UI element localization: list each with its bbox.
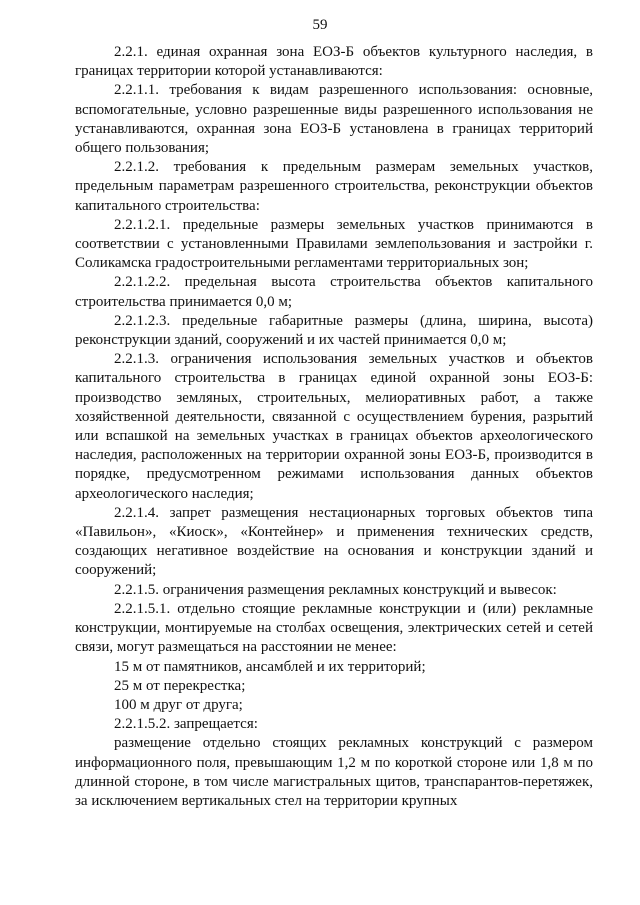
paragraph-prohibition-text: размещение отдельно стоящих рекламных конструкций с размером информационного поля, превышающим 1,2 м по короткой стороне или 1,8 м по длинной стороне, в том числе магистральных щитов, транспарантов-перетяжек, за исключением вертикальных стел на территории крупных [75,735,593,809]
paragraph-2-2-1-5-2: 2.2.1.5.2. запрещается: [114,716,258,733]
document-body [75,43,593,811]
paragraph-2-2-1-2-1: 2.2.1.2.1. предельные размеры земельных участков принимаются в соответствии с установленными Правилами землепользования и застройки г. Соликамска градостроительными регламентами территориальных зон; [75,216,593,272]
paragraph-2-2-1-1: 2.2.1.1. требования к видам разрешенного использования: основные, вспомогательные, условно разрешенные виды разрешенного использования не устанавливаются, охранная зона ЕОЗ-Б установлена в границах территорий общего пользования; [75,82,593,157]
page-number: 59 [312,17,328,33]
list-item-distance-between: 100 м друг от друга; [114,696,243,713]
paragraph-2-2-1: 2.2.1. единая охранная зона ЕОЗ-Б объектов культурного наследия, в границах территории которой устанавливаются: [75,44,593,80]
paragraph-2-2-1-2-3: 2.2.1.2.3. предельные габаритные размеры (длина, ширина, высота) реконструкции зданий, сооружений и их частей принимается 0,0 м; [75,312,593,349]
list-item-distance-intersection: 25 м от перекрестка; [114,677,246,694]
paragraph-2-2-1-3: 2.2.1.3. ограничения использования земельных участков и объектов капитального строительства в границах единой охранной зоны ЕОЗ-Б: производство земляных, строительных, мелиоративных работ, а также хозяйственной деятельности, связанной с осуществлением бурения, разрытий или вспашкой на земельных участках в границах объектов археологического наследия, расположенных на территории охранной зоны ЕОЗ-Б, производится в порядке, предусмотренном режимами использования данных объектов археологического наследия; [75,351,593,502]
paragraph-2-2-1-2-2: 2.2.1.2.2. предельная высота строительства объектов капитального строительства принимается 0,0 м; [75,274,593,310]
paragraph-2-2-1-5-1: 2.2.1.5.1. отдельно стоящие рекламные конструкции и (или) рекламные конструкции, монтируемые на столбах освещения, электрических сетей и сетей связи, могут размещаться на расстоянии не менее: [75,600,593,656]
paragraph-2-2-1-4: 2.2.1.4. запрет размещения нестационарных торговых объектов типа «Павильон», «Киоск», «Контейнер» и применения технических средств, создающих негативное воздействие на основания и конструкции зданий и сооружений; [75,504,593,579]
paragraph-2-2-1-5: 2.2.1.5. ограничения размещения рекламных конструкций и вывесок: [114,581,557,598]
paragraph-2-2-1-2: 2.2.1.2. требования к предельным размерам земельных участков, предельным параметрам разрешенного строительства, реконструкции объектов капитального строительства: [75,159,593,214]
list-item-distance-monuments: 15 м от памятников, ансамблей и их территорий; [114,658,426,675]
